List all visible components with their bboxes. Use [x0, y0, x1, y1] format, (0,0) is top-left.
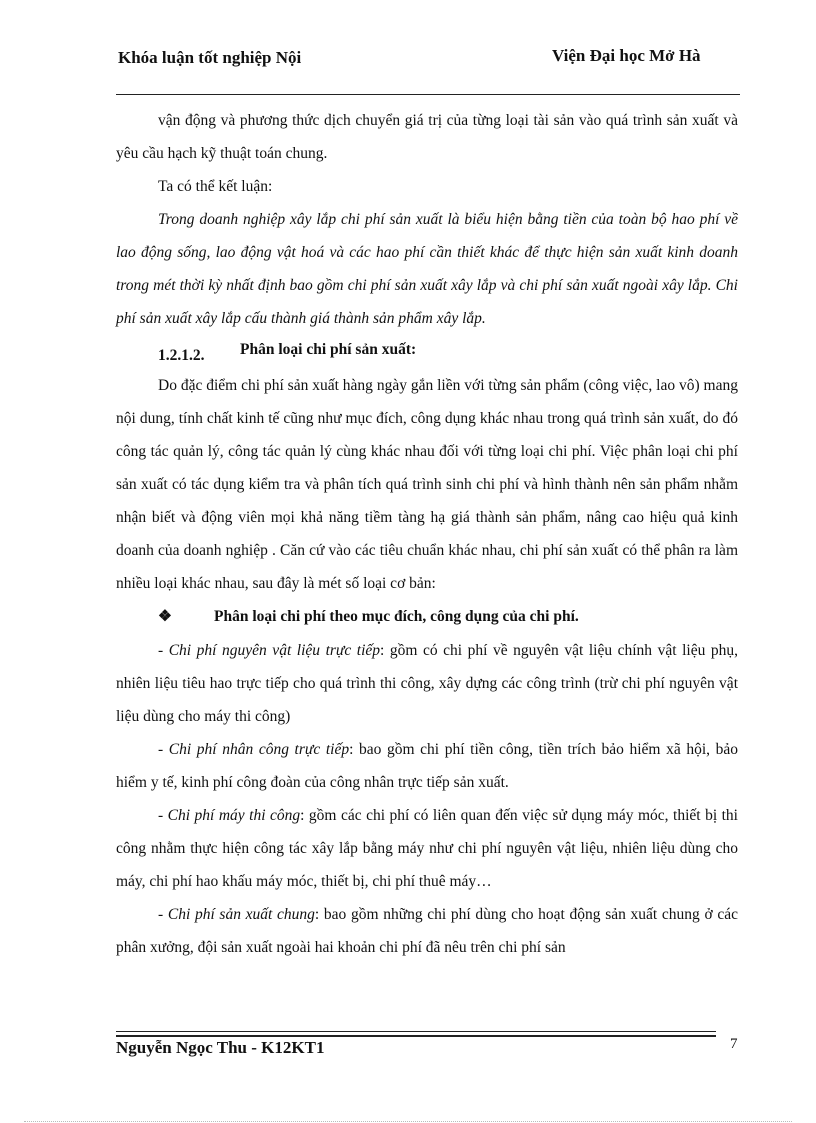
item-dash: - — [158, 741, 169, 758]
item-term: Chi phí máy thi công — [167, 807, 301, 824]
footer-rule-thick — [116, 1035, 716, 1037]
list-item — [116, 799, 738, 898]
paragraph-4: Do đặc điểm chi phí sản xuất hàng ngày gắn liền với từng sản phẩm (công việc, lao vô) mang nội dung, tính chất kinh tế cũng như mục đích, công dụng khác nhau trong quá trình sản xuất, do đó công tác quản lý, công tác quản lý cùng khác nhau đối với từng loại chi phí. Việc phân loại chi phí sản xuất có tác dụng kiểm tra và phân tích quá trình sinh chi phí và hình thành nên sản phẩm nhằm nhận biết và động viên mọi khả năng tiềm tàng hạ giá thành sản phẩm, nâng cao hiệu quả kinh doanh của doanh nghiệp . Căn cứ vào các tiêu chuẩn khác nhau, chi phí sản xuất có thể phân ra làm nhiều loại khác nhau, sau đây là mét số loại cơ bản: — [116, 377, 738, 592]
header-left-title: Khóa luận tốt nghiệp Nội — [118, 48, 302, 67]
item-term: Chi phí nguyên vật liệu trực tiếp — [168, 642, 381, 659]
list-item — [116, 634, 738, 733]
item-text: : bao gồm chi phí tiền công, tiền trích bảo hiểm xã hội, bảo hiểm y tế, kinh phí công đoàn của công nhân trực tiếp sản xuất. — [116, 741, 738, 791]
section-title: Phân loại chi phí sản xuất: — [240, 341, 417, 358]
section-number: 1.2.1.2. — [158, 347, 205, 364]
item-text: : gồm có chi phí về nguyên vật liệu chính vật liệu phụ, nhiên liệu tiêu hao trực tiếp cho quá trình thi công, xây dựng các công trình (trừ chi phí nguyên vật liệu dùng cho máy thi công) — [116, 642, 738, 725]
item-text: : bao gồm những chi phí dùng cho hoạt động sản xuất chung ở các phân xưởng, đội sản xuất ngoài hai khoản chi phí đã nêu trên chi phí sản — [116, 906, 738, 956]
document-body — [116, 104, 738, 964]
list-item — [116, 898, 738, 964]
bullet-title: Phân loại chi phí theo mục đích, công dụng của chi phí. — [214, 608, 579, 625]
footer-author: Nguyễn Ngọc Thu - K12KT1 — [116, 1038, 325, 1057]
paragraph-2: Ta có thể kết luận: — [158, 178, 273, 195]
header-right-title: Viện Đại học Mở Hà — [552, 46, 701, 65]
diamond-bullet-icon: ❖ — [158, 608, 172, 625]
item-term: Chi phí nhân công trực tiếp — [168, 741, 350, 758]
section-heading — [116, 335, 738, 369]
item-dash: - — [158, 642, 169, 659]
header-rule — [116, 94, 740, 95]
page-number: 7 — [730, 1036, 738, 1052]
bullet-heading — [116, 600, 738, 634]
item-dash: - — [158, 906, 168, 923]
item-text: : gồm các chi phí có liên quan đến việc sử dụng máy móc, thiết bị thi công nhằm thực hiện công tác xây lắp bằng máy như chi phí nguyên vật liệu, nhiên liệu dùng cho máy, chi phí hao khấu máy móc, thiết bị, chi phí thuê máy… — [116, 807, 738, 890]
paragraph-1: vận động và phương thức dịch chuyển giá trị của từng loại tài sản vào quá trình sản xuất và yêu cầu hạch kỹ thuật toán chung. — [116, 112, 738, 162]
item-dash: - — [158, 807, 168, 824]
footer-rule-thin — [116, 1031, 716, 1032]
paragraph-conclusion: Trong doanh nghiệp xây lắp chi phí sản xuất là biểu hiện bằng tiền của toàn bộ hao phí về lao động sống, lao động vật hoá và các hao phí cần thiết khác để thực hiện sản xuất kinh doanh trong mét thời kỳ nhất định bao gồm chi phí sản xuất xây lắp và chi phí sản xuất ngoài xây lắp. Chi phí sản xuất xây lắp cấu thành giá thành sản phẩm xây lắp. — [116, 211, 738, 327]
page-edge-divider — [24, 1121, 792, 1122]
item-term: Chi phí sản xuất chung — [167, 906, 315, 923]
list-item — [116, 733, 738, 799]
